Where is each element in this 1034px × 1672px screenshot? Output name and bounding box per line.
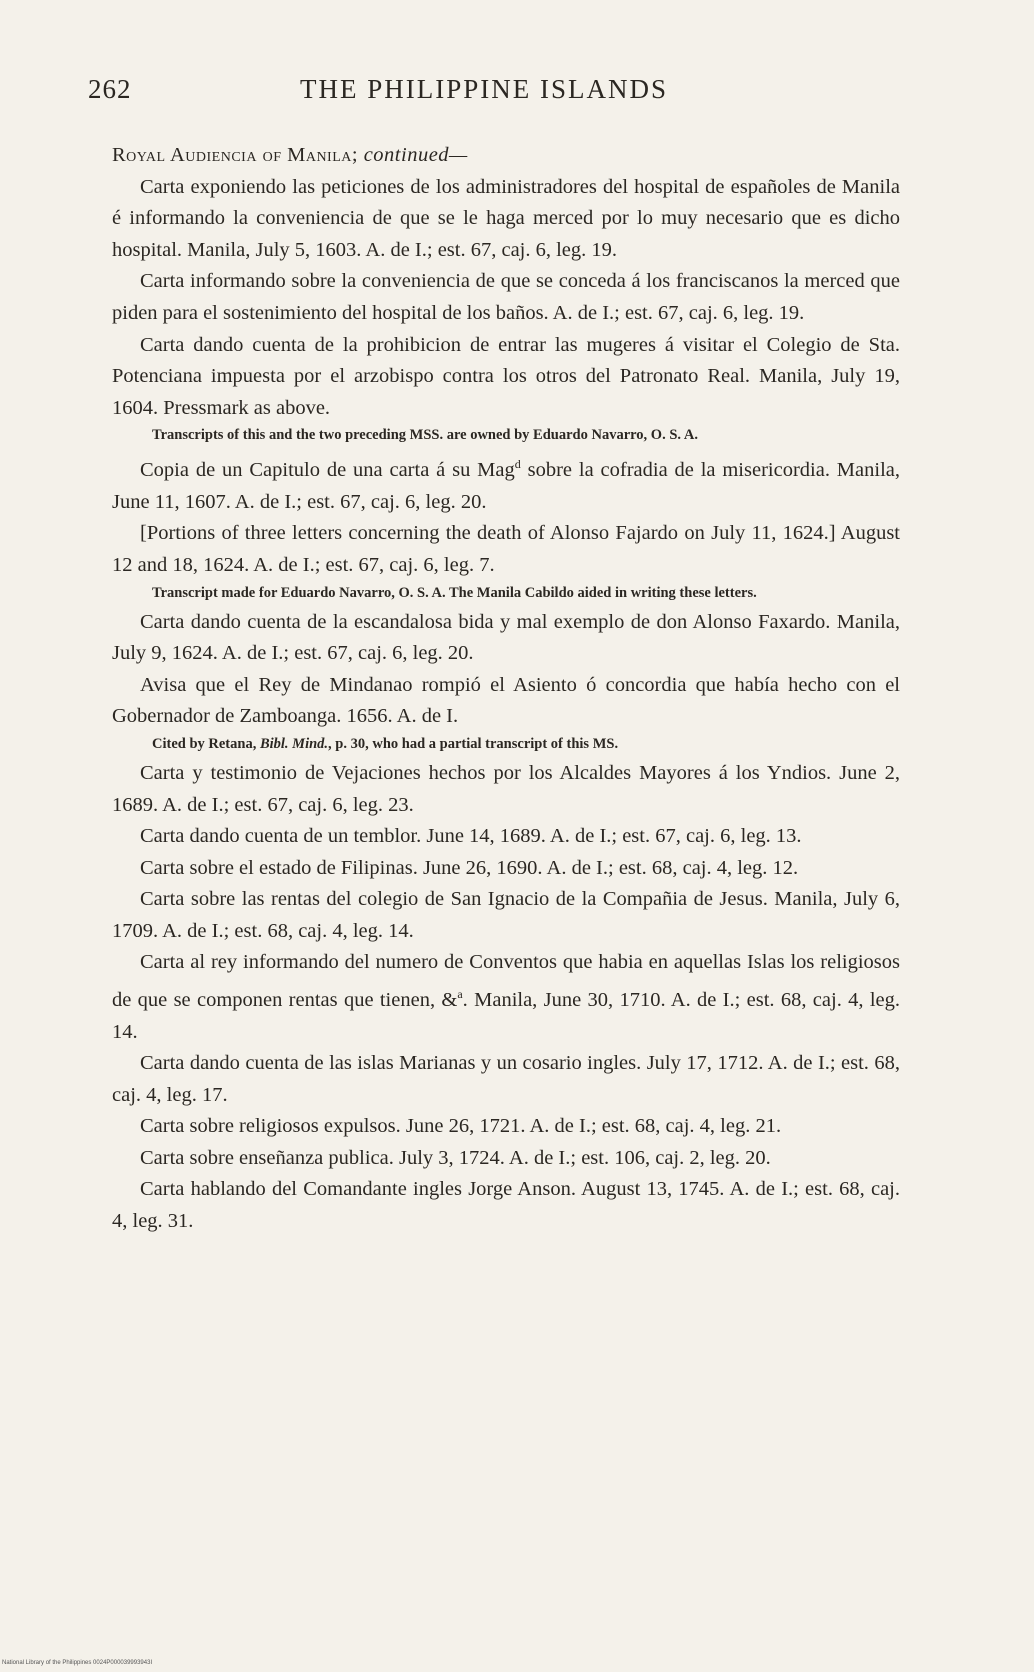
entry-4-superscript: d: [514, 457, 521, 472]
entry-15: Carta sobre enseñanza publica. July 3, 1724. A. de I.; est. 106, caj. 2, leg. 20.: [140, 1146, 771, 1169]
entry-12: [112, 947, 900, 1048]
page-body: [112, 140, 900, 1238]
entry-12-superscript: a: [457, 987, 463, 1002]
entry-5: [Portions of three letters concerning the death of Alonso Fajardo on July 11, 1624.] August 12 and 18, 1624. A. de I.; est. 67, caj. 6, leg. 7.: [112, 522, 900, 576]
entry-16: Carta hablando del Comandante ingles Jorge Anson. August 13, 1745. A. de I.; est. 68, caj. 4, leg. 31.: [112, 1178, 900, 1233]
entry-4-text-a: Copia de un Capitulo de una carta á su Mag: [140, 459, 515, 482]
entry-3: Carta dando cuenta de la prohibicion de entrar las mugeres á visitar el Colegio de Sta. Potenciana impuesta por el arzobispo contra los otros del Patronato Real. Manila, July 19, 1604. Pressmark as above.: [112, 333, 900, 419]
entry-10: Carta sobre el estado de Filipinas. June 26, 1690. A. de I.; est. 68, caj. 4, leg. 12.: [140, 856, 799, 879]
entry-7: Avisa que el Rey de Mindanao rompió el Asiento ó concordia que había hecho con el Gobernador de Zamboanga. 1656. A. de I.: [112, 673, 900, 728]
note-3: [112, 735, 900, 754]
entry-9: Carta dando cuenta de un temblor. June 14, 1689. A. de I.; est. 67, caj. 6, leg. 13.: [140, 825, 802, 848]
entry-12-text-a: Carta al rey informando del numero de Conventos que habia en aquellas Islas los religiosos de que se componen rentas que tienen, &: [112, 951, 900, 1011]
entry-4: [112, 449, 900, 518]
entry-13: Carta dando cuenta de las islas Marianas y un cosario ingles. July 17, 1712. A. de I.; est. 68, caj. 4, leg. 17.: [112, 1052, 900, 1106]
section-heading-continued: continued—: [363, 144, 468, 166]
entry-2: Carta informando sobre la conveniencia de que se conceda á los franciscanos la merced que piden para el sostenimiento del hospital de los baños. A. de I.; est. 67, caj. 6, leg. 19.: [112, 270, 900, 324]
section-heading-text: Royal Audiencia of Manila;: [112, 144, 359, 166]
entry-8: Carta y testimonio de Vejaciones hechos por los Alcaldes Mayores á los Yndios. June 2, 1689. A. de I.; est. 67, caj. 6, leg. 23.: [112, 761, 900, 816]
note-3-text-a: Cited by Retana,: [152, 735, 260, 752]
entry-14: Carta sobre religiosos expulsos. June 26, 1721. A. de I.; est. 68, caj. 4, leg. 21.: [140, 1115, 782, 1138]
entry-4-text-b: sobre la cofradia de la misericordia. Manila, June 11, 1607. A. de I.; est. 67, caj. 6, leg. 20.: [112, 459, 900, 513]
note-3-text-b: , p. 30, who had a partial transcript of this MS.: [328, 735, 619, 752]
note-1: Transcripts of this and the two preceding MSS. are owned by Eduardo Navarro, O. S. A.: [152, 427, 698, 444]
entry-11: Carta sobre las rentas del colegio de San Ignacio de la Compañia de Jesus. Manila, July 6, 1709. A. de I.; est. 68, caj. 4, leg. 14.: [112, 888, 900, 942]
section-heading: [112, 140, 900, 172]
scan-footer: National Library of the Philippines 0024P000039993943I: [2, 1660, 153, 1666]
entry-6: Carta dando cuenta de la escandalosa bida y mal exemplo de don Alonso Faxardo. Manila, July 9, 1624. A. de I.; est. 67, caj. 6, leg. 20.: [112, 610, 900, 665]
note-2: Transcript made for Eduardo Navarro, O. S. A. The Manila Cabildo aided in writing these letters.: [152, 584, 757, 601]
page-number: 262: [88, 74, 132, 104]
entry-12-text-b: . Manila, June 30, 1710. A. de I.; est. 68, caj. 4, leg. 14.: [112, 988, 900, 1043]
page-header: [88, 74, 908, 110]
note-3-citation: Bibl. Mind.: [259, 735, 329, 752]
entry-1: Carta exponiendo las peticiones de los administradores del hospital de españoles de Manila é informando la conveniencia de que se le haga merced por lo muy necesario que es dicho hospital. Manila, July 5, 1603. A. de I.; est. 67, caj. 6, leg. 19.: [112, 175, 900, 261]
running-title: THE PHILIPPINE ISLANDS: [300, 74, 668, 104]
